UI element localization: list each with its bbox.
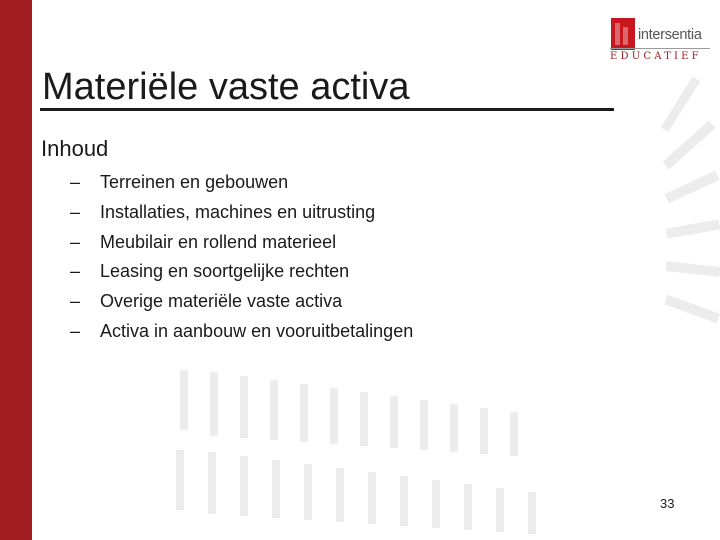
list-item-text: Terreinen en gebouwen <box>100 172 289 192</box>
logo-divider <box>610 48 710 49</box>
left-accent-bar <box>0 0 32 540</box>
logo-brand-name: intersentia <box>638 27 702 43</box>
title-underline <box>40 108 614 111</box>
list-item-text: Overige materiële vaste activa <box>100 291 343 312</box>
list-item-text: Leasing en soortgelijke rechten <box>100 261 350 282</box>
bullet-marker: – <box>70 231 81 252</box>
list-item <box>70 228 413 258</box>
bullet-marker: – <box>70 172 81 192</box>
slide-title: Materiële vaste activa <box>42 66 410 108</box>
content-bullet-list <box>70 168 413 347</box>
list-item-text: Activa in aanbouw en vooruitbetalingen <box>100 320 414 341</box>
list-item <box>70 168 413 198</box>
list-item <box>70 257 413 287</box>
list-item <box>70 198 413 228</box>
list-item-text: Installaties, machines en uitrusting <box>100 201 376 222</box>
intersentia-logo <box>608 14 712 64</box>
list-item <box>70 317 413 347</box>
bullet-marker: – <box>70 320 81 341</box>
list-item <box>70 287 413 317</box>
list-item-text: Meubilair en rollend materieel <box>100 231 337 252</box>
logo-subtitle: EDUCATIEF <box>610 51 702 62</box>
page-number: 33 <box>660 496 675 511</box>
section-heading: Inhoud <box>41 136 109 161</box>
bullet-marker: – <box>70 261 81 282</box>
bullet-marker: – <box>70 291 81 312</box>
intersentia-logo-mark-icon <box>611 18 635 50</box>
bullet-marker: – <box>70 201 81 222</box>
